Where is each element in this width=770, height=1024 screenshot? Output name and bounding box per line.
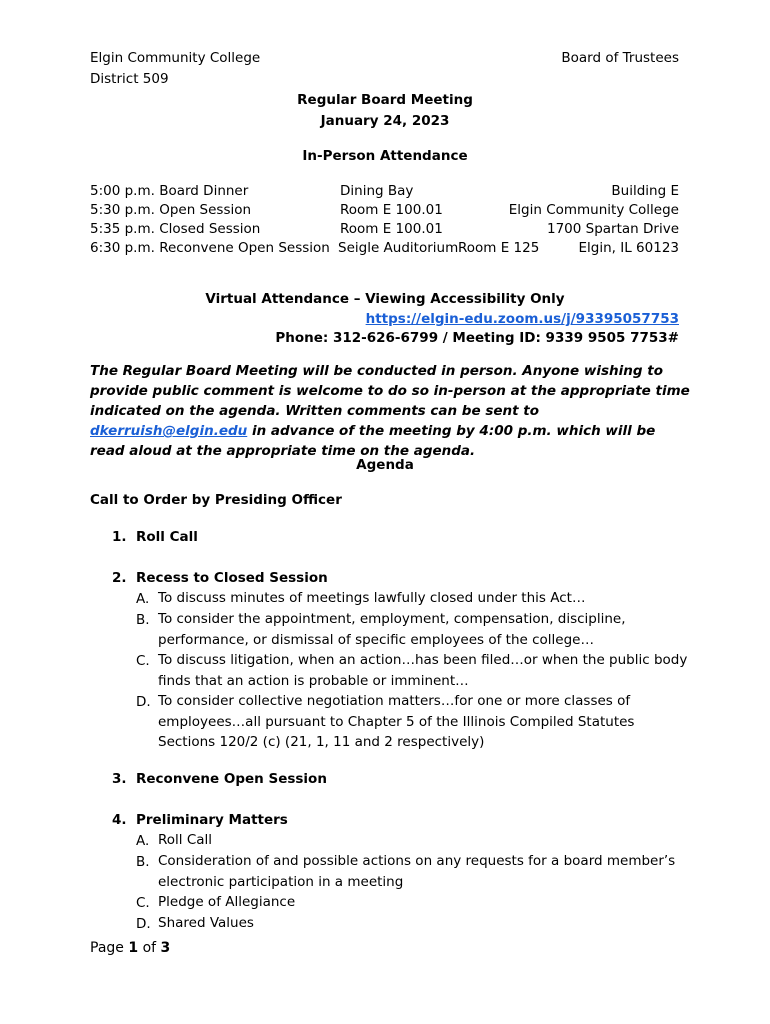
email-link[interactable]: dkerruish@elgin.edu — [90, 423, 248, 439]
district-label: District 509 — [90, 71, 169, 87]
item-number: 3. — [112, 771, 127, 787]
phone-meeting-id: Phone: 312-626-6799 / Meeting ID: 9339 9505 7753# — [275, 330, 679, 346]
sub-letter: C. — [136, 895, 150, 911]
schedule-time: 5:00 p.m. Board Dinner — [90, 183, 249, 199]
sub-item: To discuss litigation, when an action…has been filed…or when the public body finds that an action is probable or imminent… — [158, 652, 688, 689]
schedule-address: Elgin, IL 60123 — [578, 240, 679, 256]
sub-item: To consider the appointment, employment, compensation, discipline, performance, or dismissal of specific employees of the college… — [158, 611, 626, 648]
meeting-title: Regular Board Meeting — [297, 92, 473, 108]
sub-letter: A. — [136, 591, 150, 607]
sub-item: Shared Values — [158, 915, 254, 931]
schedule-address: 1700 Spartan Drive — [546, 221, 679, 237]
schedule-room: Dining Bay — [340, 183, 414, 199]
zoom-link[interactable]: https://elgin-edu.zoom.us/j/93395057753 — [365, 311, 679, 327]
sub-letter: B. — [136, 612, 150, 628]
item-number: 1. — [112, 529, 127, 545]
schedule-address: Building E — [611, 183, 679, 199]
schedule-room: Seigle Auditorium — [338, 240, 459, 256]
sub-letter: D. — [136, 916, 151, 932]
schedule-time: 6:30 p.m. Reconvene Open Session — [90, 240, 330, 256]
page-word: Page — [90, 940, 124, 956]
intro-text-after: in advance of the meeting by 4:00 p.m. which will be read aloud at the appropriate time on the agenda. — [90, 423, 656, 459]
schedule-time: 5:35 p.m. Closed Session — [90, 221, 261, 237]
of-word: of — [142, 940, 157, 956]
schedule-room-extra: Room E 125 — [458, 240, 540, 256]
page-footer — [90, 939, 170, 957]
agenda-heading: Agenda — [356, 457, 414, 473]
sub-letter: A. — [136, 833, 150, 849]
board-label: Board of Trustees — [561, 50, 679, 66]
schedule-room: Room E 100.01 — [340, 221, 443, 237]
schedule-room: Room E 100.01 — [340, 202, 443, 218]
meeting-date: January 24, 2023 — [320, 113, 450, 129]
item-title: Reconvene Open Session — [136, 771, 327, 787]
sub-letter: C. — [136, 653, 150, 669]
page-number: 1 — [128, 940, 139, 956]
virtual-heading: Virtual Attendance – Viewing Accessibility Only — [205, 291, 565, 307]
item-number: 2. — [112, 570, 127, 586]
item-number: 4. — [112, 812, 127, 828]
intro-paragraph — [90, 361, 690, 461]
call-to-order: Call to Order by Presiding Officer — [90, 492, 342, 508]
college-name: Elgin Community College — [90, 50, 261, 66]
item-title: Roll Call — [136, 529, 198, 545]
schedule-address: Elgin Community College — [508, 202, 679, 218]
item-title: Recess to Closed Session — [136, 570, 328, 586]
in-person-heading: In-Person Attendance — [302, 148, 468, 164]
sub-letter: B. — [136, 854, 150, 870]
intro-text-before: The Regular Board Meeting will be conducted in person. Anyone wishing to provide public comment is welcome to do so in-person at the appropriate time indicated on the agenda. Written comments can be sent to — [90, 363, 690, 419]
sub-item: To discuss minutes of meetings lawfully closed under this Act… — [158, 590, 586, 606]
schedule-time: 5:30 p.m. Open Session — [90, 202, 252, 218]
sub-item: Consideration of and possible actions on any requests for a board member’s electronic participation in a meeting — [158, 853, 676, 890]
page-total: 3 — [160, 940, 171, 956]
sub-letter: D. — [136, 694, 151, 710]
sub-item: Roll Call — [158, 832, 213, 848]
sub-item: Pledge of Allegiance — [158, 894, 296, 910]
sub-item: To consider collective negotiation matters…for one or more classes of employees…all pursuant to Chapter 5 of the Illinois Compiled Statutes Sections 120/2 (c) (21, 1, 11 and 2 respectively) — [158, 693, 635, 751]
item-title: Preliminary Matters — [136, 812, 288, 828]
